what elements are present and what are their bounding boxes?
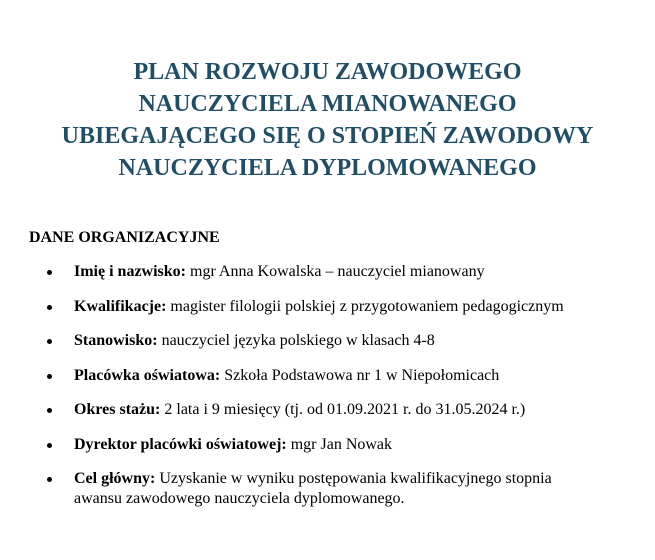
item-value: Uzyskanie w wyniku postępowania kwalifikacyjnego stopnia awansu zawodowego nauczyciela dyplomowanego.	[74, 470, 552, 507]
title-line: PLAN ROZWOJU ZAWODOWEGO	[133, 59, 522, 85]
bullet-icon	[47, 374, 52, 379]
document-title	[0, 56, 655, 184]
bullet-icon	[47, 443, 52, 448]
organizational-data-list	[0, 262, 655, 524]
list-item-main-goal	[0, 469, 655, 509]
item-label: Kwalifikacje:	[74, 297, 167, 315]
list-item-name	[0, 262, 655, 282]
list-item-qualifications	[0, 297, 655, 317]
item-value: Szkoła Podstawowa nr 1 w Niepołomicach	[224, 366, 500, 384]
bullet-icon	[47, 408, 52, 413]
list-item-institution	[0, 366, 655, 386]
item-label: Cel główny:	[74, 470, 156, 487]
list-item-position	[0, 331, 655, 351]
item-value: mgr Jan Nowak	[290, 435, 393, 453]
section-heading: DANE ORGANIZACYJNE	[29, 229, 220, 246]
title-line: NAUCZYCIELA DYPLOMOWANEGO	[118, 155, 537, 181]
item-label: Stanowisko:	[74, 332, 158, 349]
title-line: NAUCZYCIELA MIANOWANEGO	[138, 91, 517, 117]
item-value: mgr Anna Kowalska – nauczyciel mianowany	[190, 263, 485, 280]
bullet-icon	[47, 305, 52, 310]
bullet-icon	[47, 339, 52, 344]
item-label: Okres stażu:	[74, 401, 161, 418]
bullet-icon	[47, 477, 52, 482]
item-value: magister filologii polskiej z przygotowaniem pedagogicznym	[170, 297, 564, 315]
bullet-icon	[47, 270, 52, 275]
list-item-internship-period	[0, 400, 655, 420]
list-item-director	[0, 435, 655, 455]
item-label: Dyrektor placówki oświatowej:	[74, 435, 287, 453]
item-value: nauczyciel języka polskiego w klasach 4-8	[161, 332, 435, 349]
item-label: Imię i nazwisko:	[74, 263, 186, 280]
title-line: UBIEGAJĄCEGO SIĘ O STOPIEŃ ZAWODOWY	[61, 123, 594, 149]
item-label: Placówka oświatowa:	[74, 366, 221, 384]
item-value: 2 lata i 9 miesięcy (tj. od 01.09.2021 r. do 31.05.2024 r.)	[164, 401, 526, 418]
